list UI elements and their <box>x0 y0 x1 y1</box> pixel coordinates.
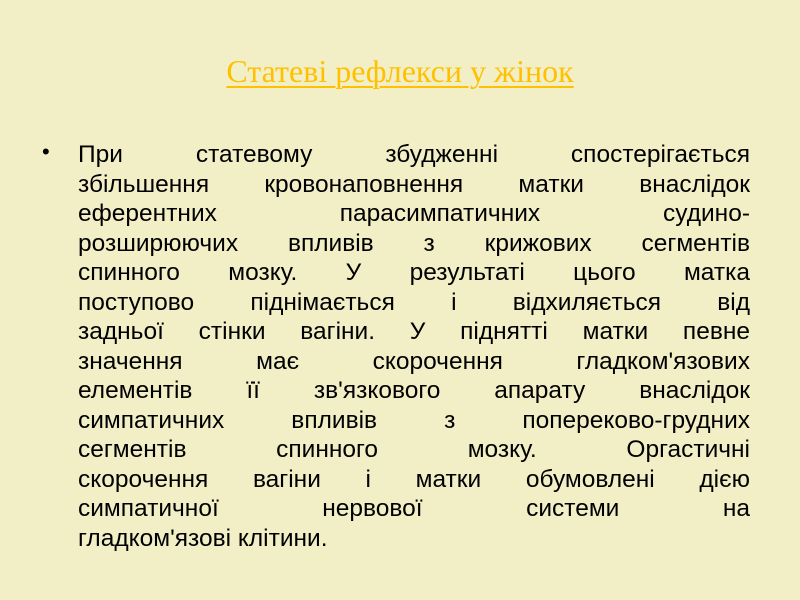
paragraph-line: симпатичної нервової системи на <box>78 495 750 522</box>
paragraph-line: задньої стінки вагіни. У піднятті матки певне <box>78 318 750 345</box>
paragraph-line: симпатичних впливів з попереково-грудних <box>78 406 750 434</box>
bullet-marker: • <box>42 139 50 164</box>
body-paragraph <box>78 140 750 553</box>
paragraph-line: При статевому збудженні спостерігається <box>78 141 750 168</box>
paragraph-line: елементів її зв'язкового апарату внаслідок <box>78 377 750 404</box>
paragraph-line: еферентних парасимпатичних судино- <box>78 200 750 227</box>
paragraph-line: гладком'язові клітини. <box>78 524 328 552</box>
paragraph-line: сегментів спинного мозку. Оргастичні <box>78 436 750 463</box>
paragraph-line: розширюючих впливів з крижових сегментів <box>78 229 750 257</box>
paragraph-line: значення має скорочення гладком'язових <box>78 347 750 375</box>
paragraph-line: спинного мозку. У результаті цього матка <box>78 259 750 286</box>
paragraph-line: поступово піднімається і відхиляється від <box>78 288 750 316</box>
slide-title: Статеві рефлекси у жінок <box>226 53 574 89</box>
paragraph-line: збільшення кровонаповнення матки внаслідок <box>78 170 750 198</box>
paragraph-line: скорочення вагіни і матки обумовлені дією <box>78 465 750 493</box>
